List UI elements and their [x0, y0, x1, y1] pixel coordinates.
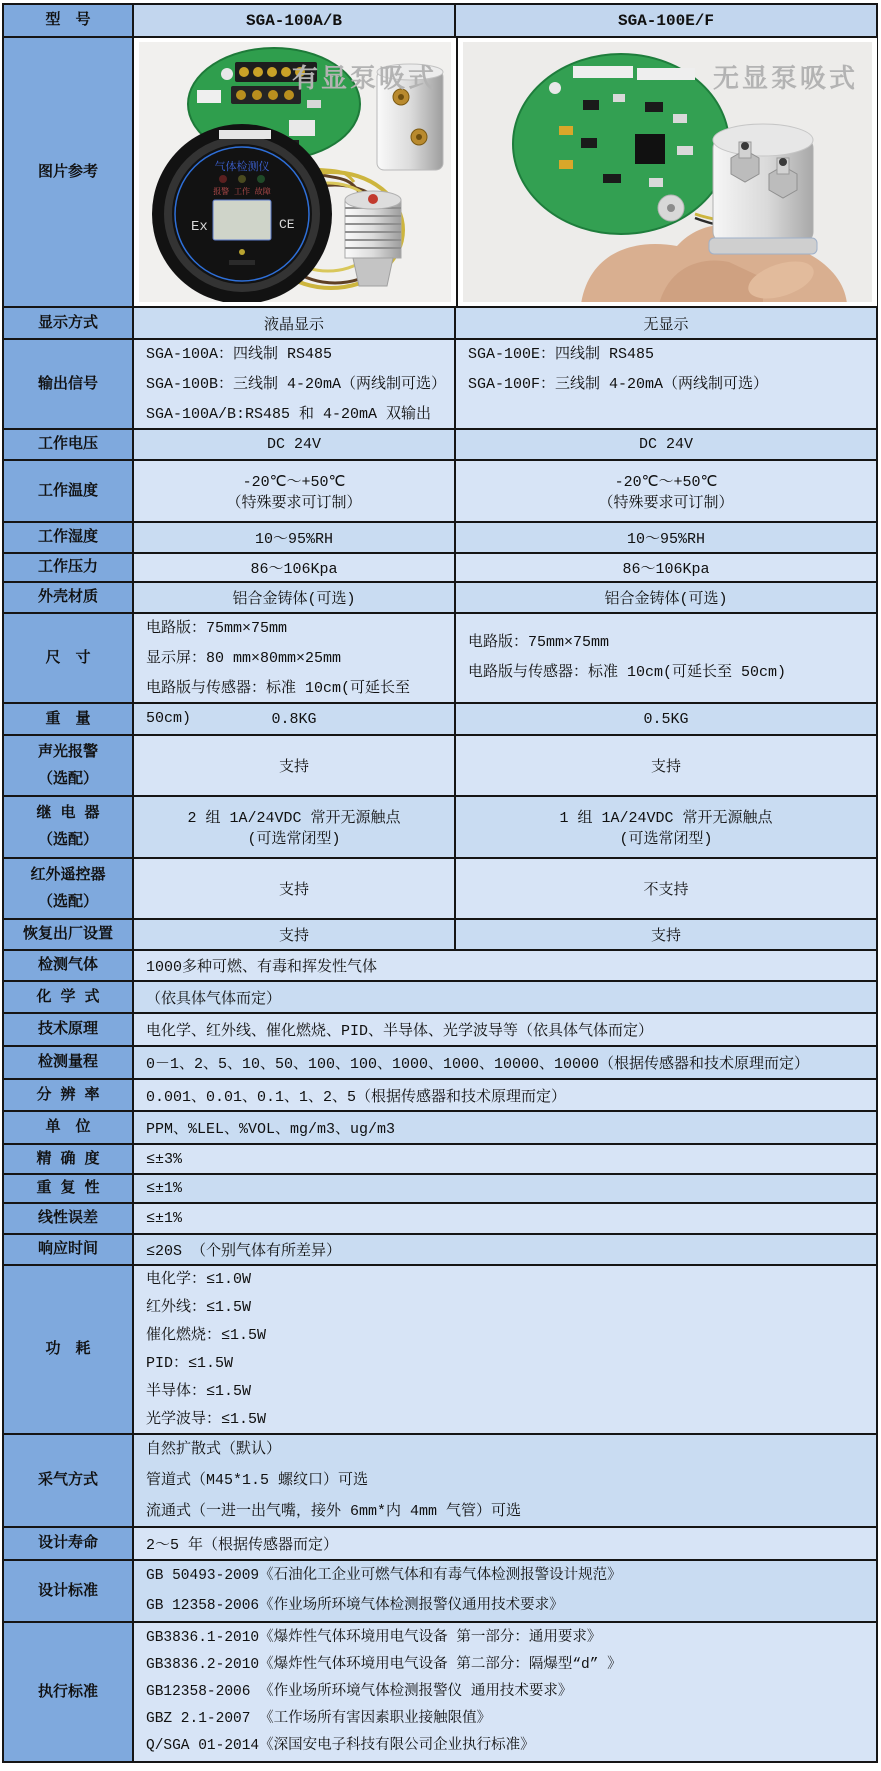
cell-range-value: 0－1、2、5、10、50、100、100、1000、1000、10000、10000（根据传感器和技术原理而定）: [146, 1056, 810, 1073]
row-repeatability-label: 重 复 性: [4, 1175, 134, 1202]
row-relay: [4, 797, 876, 859]
row-relay-label: 继 电 器 （选配）: [4, 797, 134, 857]
watermark-b: 无显泵吸式: [712, 65, 858, 95]
row-range-label: 检测量程: [4, 1047, 134, 1078]
svg-text:CE: CE: [279, 217, 295, 232]
row-dimensions-label: 尺 寸: [4, 614, 134, 702]
row-technical-principle: [4, 1014, 876, 1047]
row-ir-remote: [4, 859, 876, 920]
header-model-label: 型 号: [4, 5, 134, 36]
product-photo-b-cell: [458, 38, 877, 306]
row-unit: [4, 1112, 876, 1145]
cell-linearity-value: ≤±1%: [146, 1210, 183, 1227]
cell-output-a: SGA-100A：四线制 RS485 SGA-100B：三线制 4-20mA（两线制可选） SGA-100A/B:RS485 和 4-20mA 双输出: [134, 340, 456, 428]
row-weight-label: 重 量: [4, 704, 134, 734]
row-design-life: [4, 1528, 876, 1561]
watermark-a: 有显泵吸式: [291, 65, 437, 95]
row-humidity: [4, 523, 876, 554]
photo-row-label: 图片参考: [4, 38, 134, 306]
svg-text:气体检测仪: 气体检测仪: [214, 162, 270, 174]
row-shell-material: [4, 583, 876, 614]
row-unit-label: 单 位: [4, 1112, 134, 1143]
cell-voltage-b: DC 24V: [638, 436, 693, 453]
cell-display-b: 无显示: [643, 316, 689, 334]
row-weight: [4, 704, 876, 736]
cell-reset-a: 支持: [134, 920, 456, 949]
cell-formula-value: （依具体气体而定）: [146, 990, 282, 1008]
cell-humidity-a: 10～95%RH: [134, 523, 456, 552]
cell-pressure-b: 86～106Kpa: [622, 561, 710, 578]
cell-relay-b: 1 组 1A/24VDC 常开无源触点 (可选常闭型): [559, 810, 773, 848]
cell-display-a: 液晶显示: [134, 308, 456, 338]
row-detected-gases: [4, 951, 876, 982]
cell-repeatability-value: ≤±1%: [146, 1180, 183, 1197]
row-resolution: [4, 1080, 876, 1112]
row-detection-range: [4, 1047, 876, 1080]
row-response-label: 响应时间: [4, 1235, 134, 1264]
cell-voltage-a: DC 24V: [134, 430, 456, 459]
row-linearity-label: 线性误差: [4, 1204, 134, 1233]
cell-pressure-a: 86～106Kpa: [134, 554, 456, 581]
row-sampling-label: 采气方式: [4, 1435, 134, 1526]
product-photo-b: [463, 42, 872, 302]
row-formula-label: 化 学 式: [4, 982, 134, 1012]
row-pressure-label: 工作压力: [4, 554, 134, 581]
spec-table: [2, 3, 878, 1763]
cell-power-value: 电化学：≤1.0W 红外线：≤1.5W 催化燃烧：≤1.5W PID：≤1.5W 半导体：≤1.5W 光学波导：≤1.5W: [146, 1270, 267, 1428]
cell-weight-a: 0.8KG: [134, 704, 456, 734]
row-voltage-label: 工作电压: [4, 430, 134, 459]
svg-text:Ex: Ex: [191, 219, 208, 235]
row-lifespan-label: 设计寿命: [4, 1528, 134, 1559]
cell-lifespan-value: 2～5 年（根据传感器而定）: [146, 1537, 339, 1554]
product-photo-a-cell: [134, 38, 458, 306]
cell-weight-b: 0.5KG: [643, 710, 689, 728]
cell-reset-b: 支持: [650, 928, 681, 945]
row-execution-standards: [4, 1623, 876, 1761]
cell-principle-value: 电化学、红外线、催化燃烧、PID、半导体、光学波导等（依具体气体而定）: [146, 1023, 654, 1040]
cell-alarm-b: 支持: [650, 759, 681, 776]
svg-text:报警 工作 故障: 报警 工作 故障: [213, 188, 271, 197]
cell-dimensions-a: 电路版：75mm×75mm 显示屏：80 mm×80mm×25mm 电路版与传感器：标准 10cm(可延长至 50cm): [134, 614, 456, 702]
row-repeatability: [4, 1175, 876, 1204]
row-reset-label: 恢复出厂设置: [4, 920, 134, 949]
row-principle-label: 技术原理: [4, 1014, 134, 1045]
row-shell-label: 外壳材质: [4, 583, 134, 612]
cell-humidity-b: 10～95%RH: [626, 531, 705, 548]
sensor-cylinder-b-illustration: [709, 124, 817, 254]
cell-design-std-value: GB 50493-2009《石油化工企业可燃气体和有毒气体检测报警设计规范》 GB 12358-2006《作业场所环境气体检测报警仪通用技术要求》: [146, 1568, 622, 1614]
cell-sampling-value: 自然扩散式（默认） 管道式（M45*1.5 螺纹口）可选 流通式（一进一出气嘴，接外 6mm*内 4mm 气管）可选: [146, 1441, 522, 1520]
row-design-std-label: 设计标准: [4, 1561, 134, 1621]
detector-illustration: [152, 124, 332, 302]
cell-temperature-a: -20℃～+50℃ （特殊要求可订制）: [134, 461, 456, 521]
row-resolution-label: 分 辨 率: [4, 1080, 134, 1110]
row-temperature-label: 工作温度: [4, 461, 134, 521]
header-model-a: SGA-100A/B: [134, 5, 456, 36]
pcb-board-b-illustration: [513, 54, 729, 234]
row-power-consumption: [4, 1266, 876, 1435]
row-temperature: [4, 461, 876, 523]
cell-shell-b: 铝合金铸体(可选): [604, 591, 728, 608]
cell-dimensions-b: 电路版：75mm×75mm 电路版与传感器：标准 10cm(可延长至 50cm): [468, 634, 787, 681]
row-sampling-method: [4, 1435, 876, 1528]
cell-alarm-a: 支持: [134, 736, 456, 795]
row-accuracy: [4, 1145, 876, 1175]
cell-output-b: SGA-100E：四线制 RS485 SGA-100F：三线制 4-20mA（两线制可选）: [468, 346, 769, 393]
cell-remote-b: 不支持: [643, 882, 689, 899]
row-gases-label: 检测气体: [4, 951, 134, 980]
photo-row: [4, 38, 876, 308]
row-linearity-error: [4, 1204, 876, 1235]
row-output-signal: [4, 340, 876, 430]
cell-relay-a: 2 组 1A/24VDC 常开无源触点 (可选常闭型): [134, 797, 456, 857]
cell-temperature-b: -20℃～+50℃ （特殊要求可订制）: [598, 474, 734, 512]
cell-response-value: ≤20S （个别气体有所差异）: [146, 1243, 342, 1260]
row-voltage: [4, 430, 876, 461]
table-header-row: [4, 5, 876, 38]
row-chemical-formula: [4, 982, 876, 1014]
cell-unit-value: PPM、%LEL、%VOL、mg/m3、ug/m3: [146, 1121, 396, 1138]
row-humidity-label: 工作湿度: [4, 523, 134, 552]
row-display-label: 显示方式: [4, 308, 134, 338]
cell-accuracy-value: ≤±3%: [146, 1150, 183, 1168]
cell-resolution-value: 0.001、0.01、0.1、1、2、5（根据传感器和技术原理而定）: [146, 1088, 567, 1106]
row-remote-label: 红外遥控器 （选配）: [4, 859, 134, 918]
row-factory-reset: [4, 920, 876, 951]
row-power-label: 功 耗: [4, 1266, 134, 1433]
cell-remote-a: 支持: [134, 859, 456, 918]
row-output-label: 输出信号: [4, 340, 134, 428]
product-photo-a: [139, 42, 451, 302]
cell-shell-a: 铝合金铸体(可选): [134, 583, 456, 612]
cell-gases-value: 1000多种可燃、有毒和挥发性气体: [146, 959, 378, 976]
row-audible-alarm: [4, 736, 876, 797]
row-pressure: [4, 554, 876, 583]
row-design-standards: [4, 1561, 876, 1623]
row-alarm-label: 声光报警 （选配）: [4, 736, 134, 795]
cell-exec-std-value: GB3836.1-2010《爆炸性气体环境用电气设备 第一部分：通用要求》 GB3836.2-2010《爆炸性气体环境用电气设备 第二部分：隔爆型“d” 》 GB12358-2006 《作业场所环境气体检测报警仪 通用技术要求》 GBZ 2.1-2007 《工作场所有害因素职业接触限值》 Q/SGA 01-2014《深国安电子科技有限公司企业执行标准》: [146, 1629, 622, 1754]
row-exec-std-label: 执行标准: [4, 1623, 134, 1761]
row-display-mode: [4, 308, 876, 340]
header-model-b: SGA-100E/F: [456, 5, 876, 36]
row-accuracy-label: 精 确 度: [4, 1145, 134, 1173]
row-response-time: [4, 1235, 876, 1266]
